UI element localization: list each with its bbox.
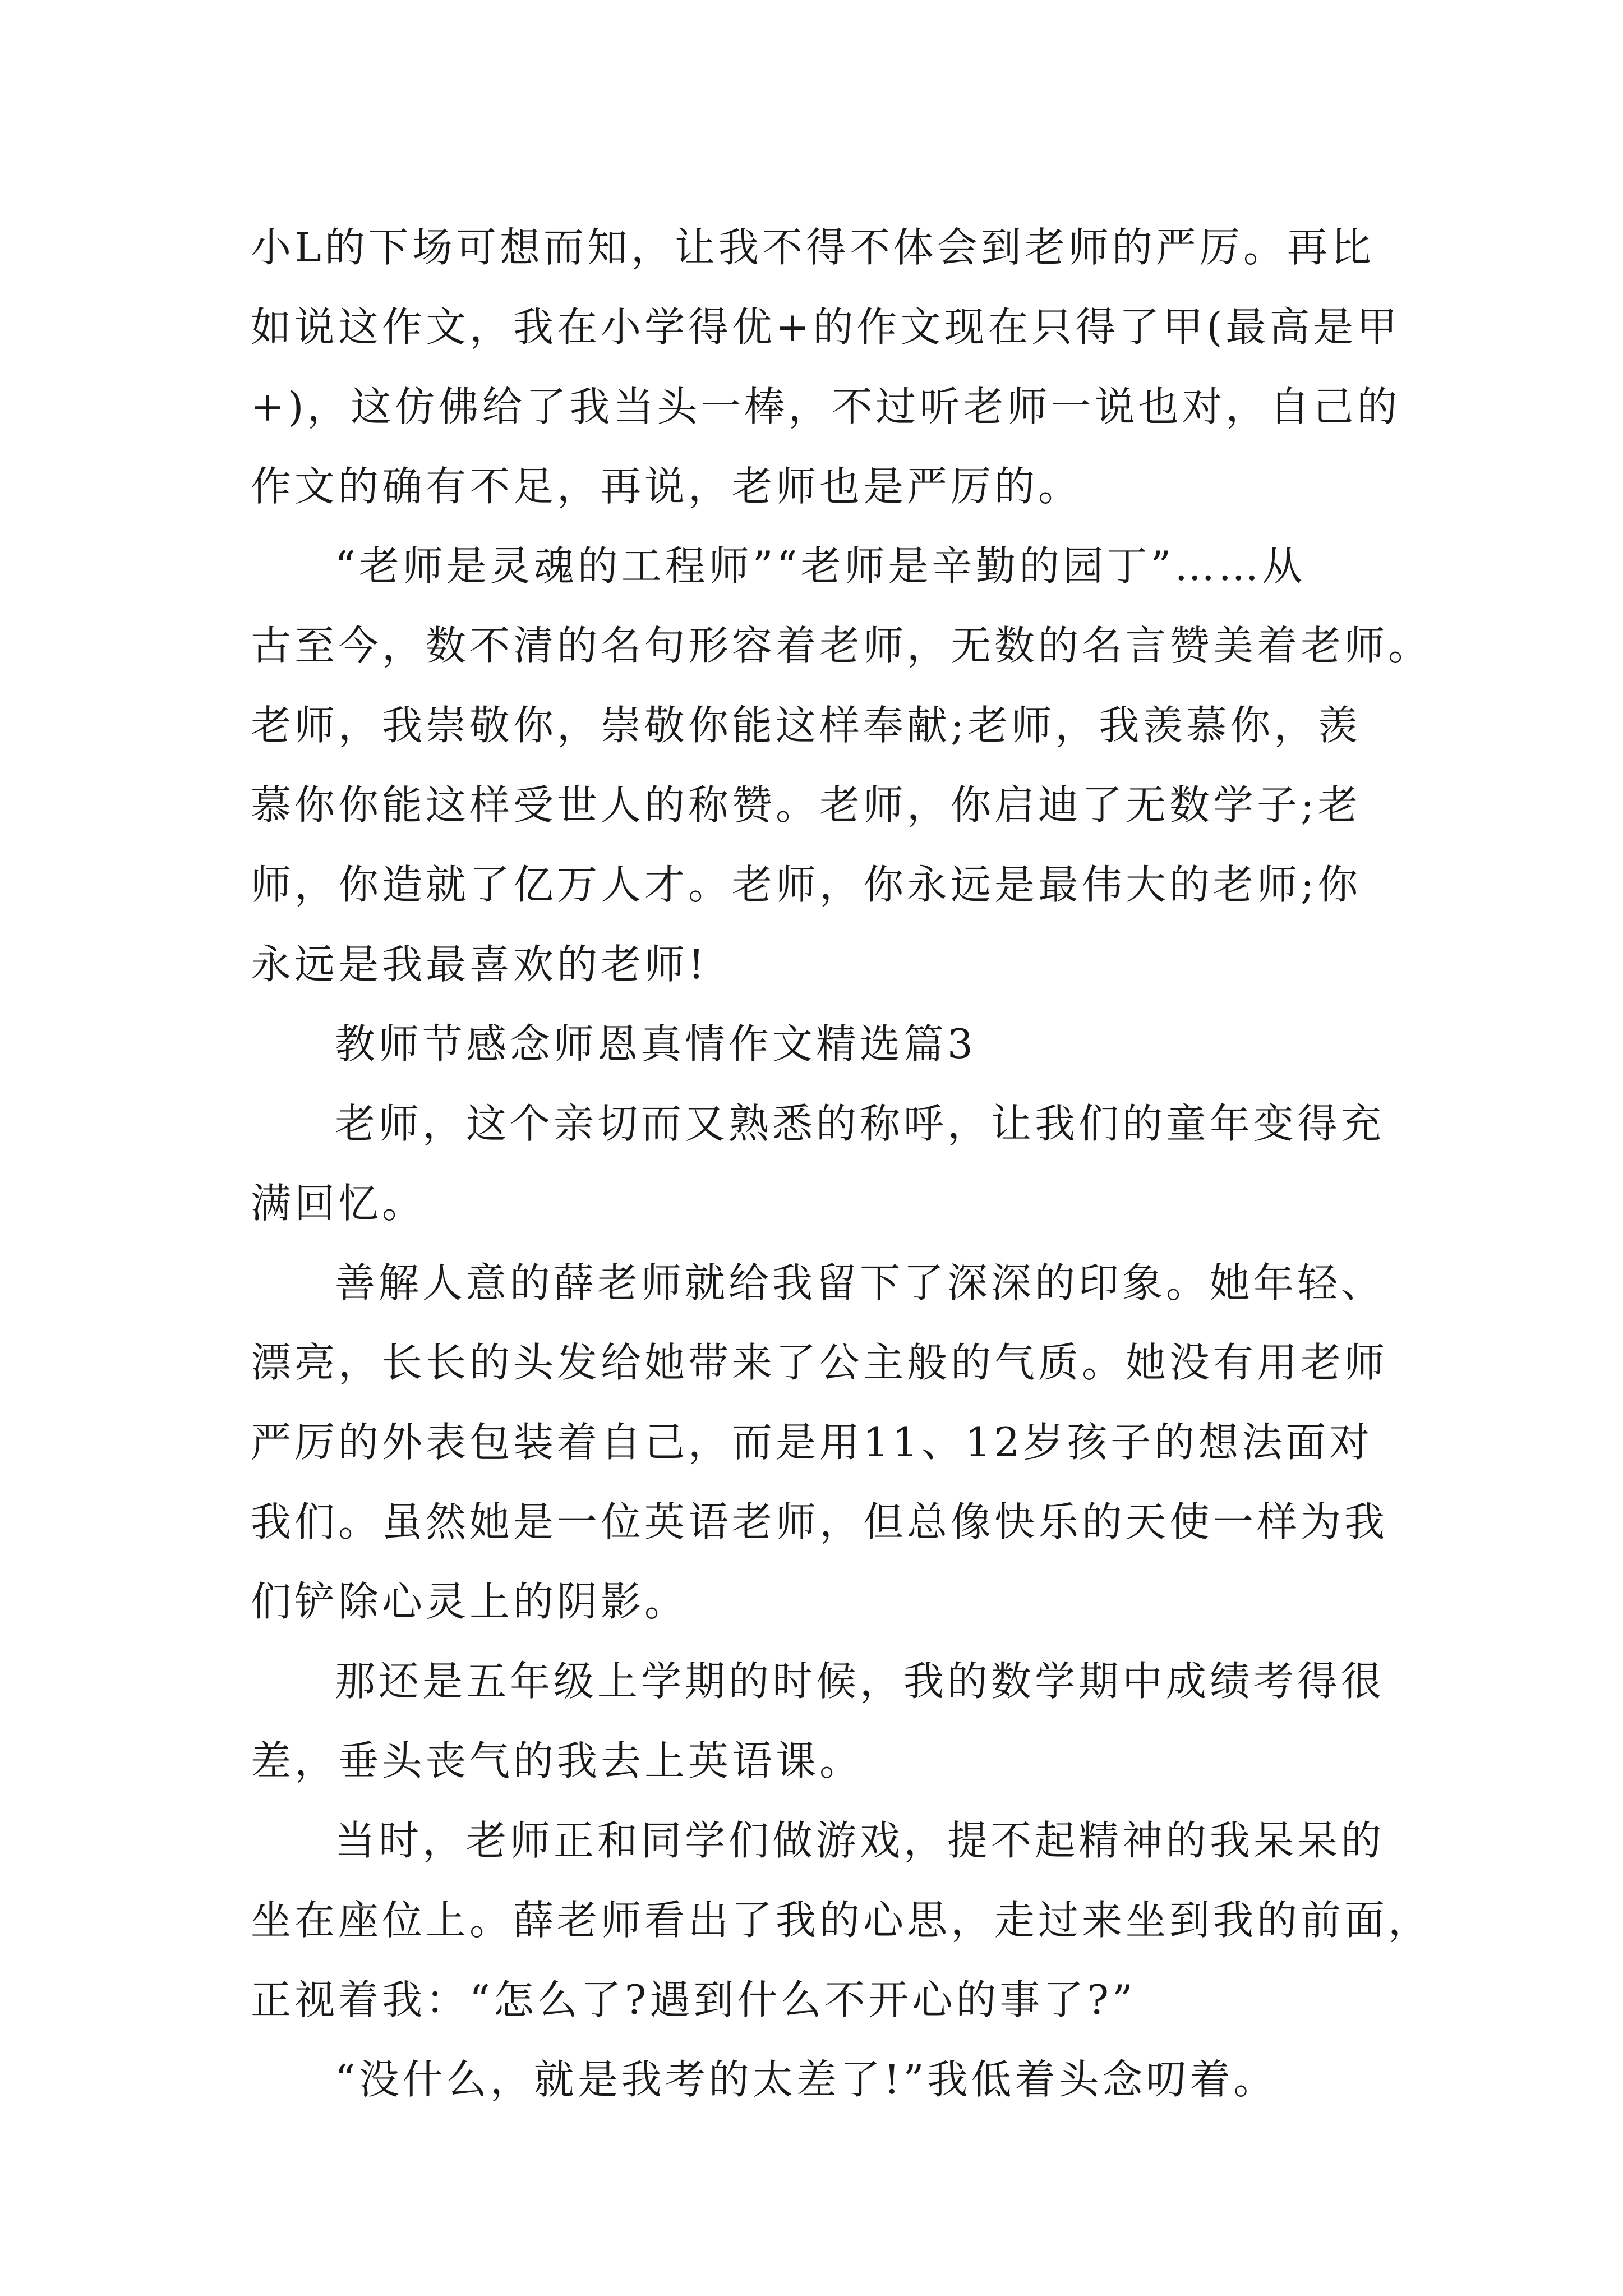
text-line: 满回忆。 (251, 1180, 426, 1227)
text-line: 古至今，数不清的名句形容着老师，无数的名言赞美着老师。 (251, 622, 1432, 669)
text-line: 那还是五年级上学期的时候，我的数学期中成绩考得很 (335, 1658, 1385, 1705)
text-line: 我们。虽然她是一位英语老师，但总像快乐的天使一样为我 (251, 1498, 1389, 1545)
text-line: 师，你造就了亿万人才。老师，你永远是最伟大的老师;你 (251, 861, 1362, 908)
text-line: 当时，老师正和同学们做游戏，提不起精神的我呆呆的 (335, 1817, 1385, 1864)
text-line: 如说这作文，我在小学得优+的作文现在只得了甲(最高是甲 (251, 303, 1401, 351)
text-line: 老师，我崇敬你，崇敬你能这样奉献;老师，我羡慕你，羡 (251, 702, 1362, 749)
text-line: “没什么，就是我考的太差了!”我低着头念叨着。 (335, 2056, 1278, 2103)
document-body (251, 208, 1432, 2119)
text-line: +)，这仿佛给了我当头一棒，不过听老师一说也对，自己的 (251, 383, 1401, 430)
text-line: 老师，这个亲切而又熟悉的称呼，让我们的童年变得充 (335, 1100, 1385, 1147)
text-line: 永远是我最喜欢的老师! (251, 941, 708, 988)
text-line: “老师是灵魂的工程师”“老师是辛勤的园丁”……从 (335, 542, 1306, 590)
text-line: 小L的下场可想而知，让我不得不体会到老师的严厉。再比 (251, 224, 1375, 271)
text-line: 慕你你能这样受世人的称赞。老师，你启迪了无数学子;老 (251, 781, 1362, 829)
text-line: 漂亮，长长的头发给她带来了公主般的气质。她没有用老师 (251, 1339, 1389, 1386)
section-heading: 教师节感念师恩真情作文精选篇3 (335, 1020, 976, 1068)
text-line: 正视着我：“怎么了?遇到什么不开心的事了?” (251, 1976, 1136, 2023)
text-line: 严厉的外表包装着自己，而是用11、12岁孩子的想法面对 (251, 1419, 1373, 1466)
text-line: 坐在座位上。薛老师看出了我的心思，走过来坐到我的前面， (251, 1897, 1432, 1944)
text-line: 作文的确有不足，再说，老师也是严厉的。 (251, 463, 1082, 510)
text-line: 善解人意的薛老师就给我留下了深深的印象。她年轻、 (335, 1259, 1385, 1306)
text-line: 差，垂头丧气的我去上英语课。 (251, 1737, 864, 1784)
text-line: 们铲除心灵上的阴影。 (251, 1578, 689, 1625)
